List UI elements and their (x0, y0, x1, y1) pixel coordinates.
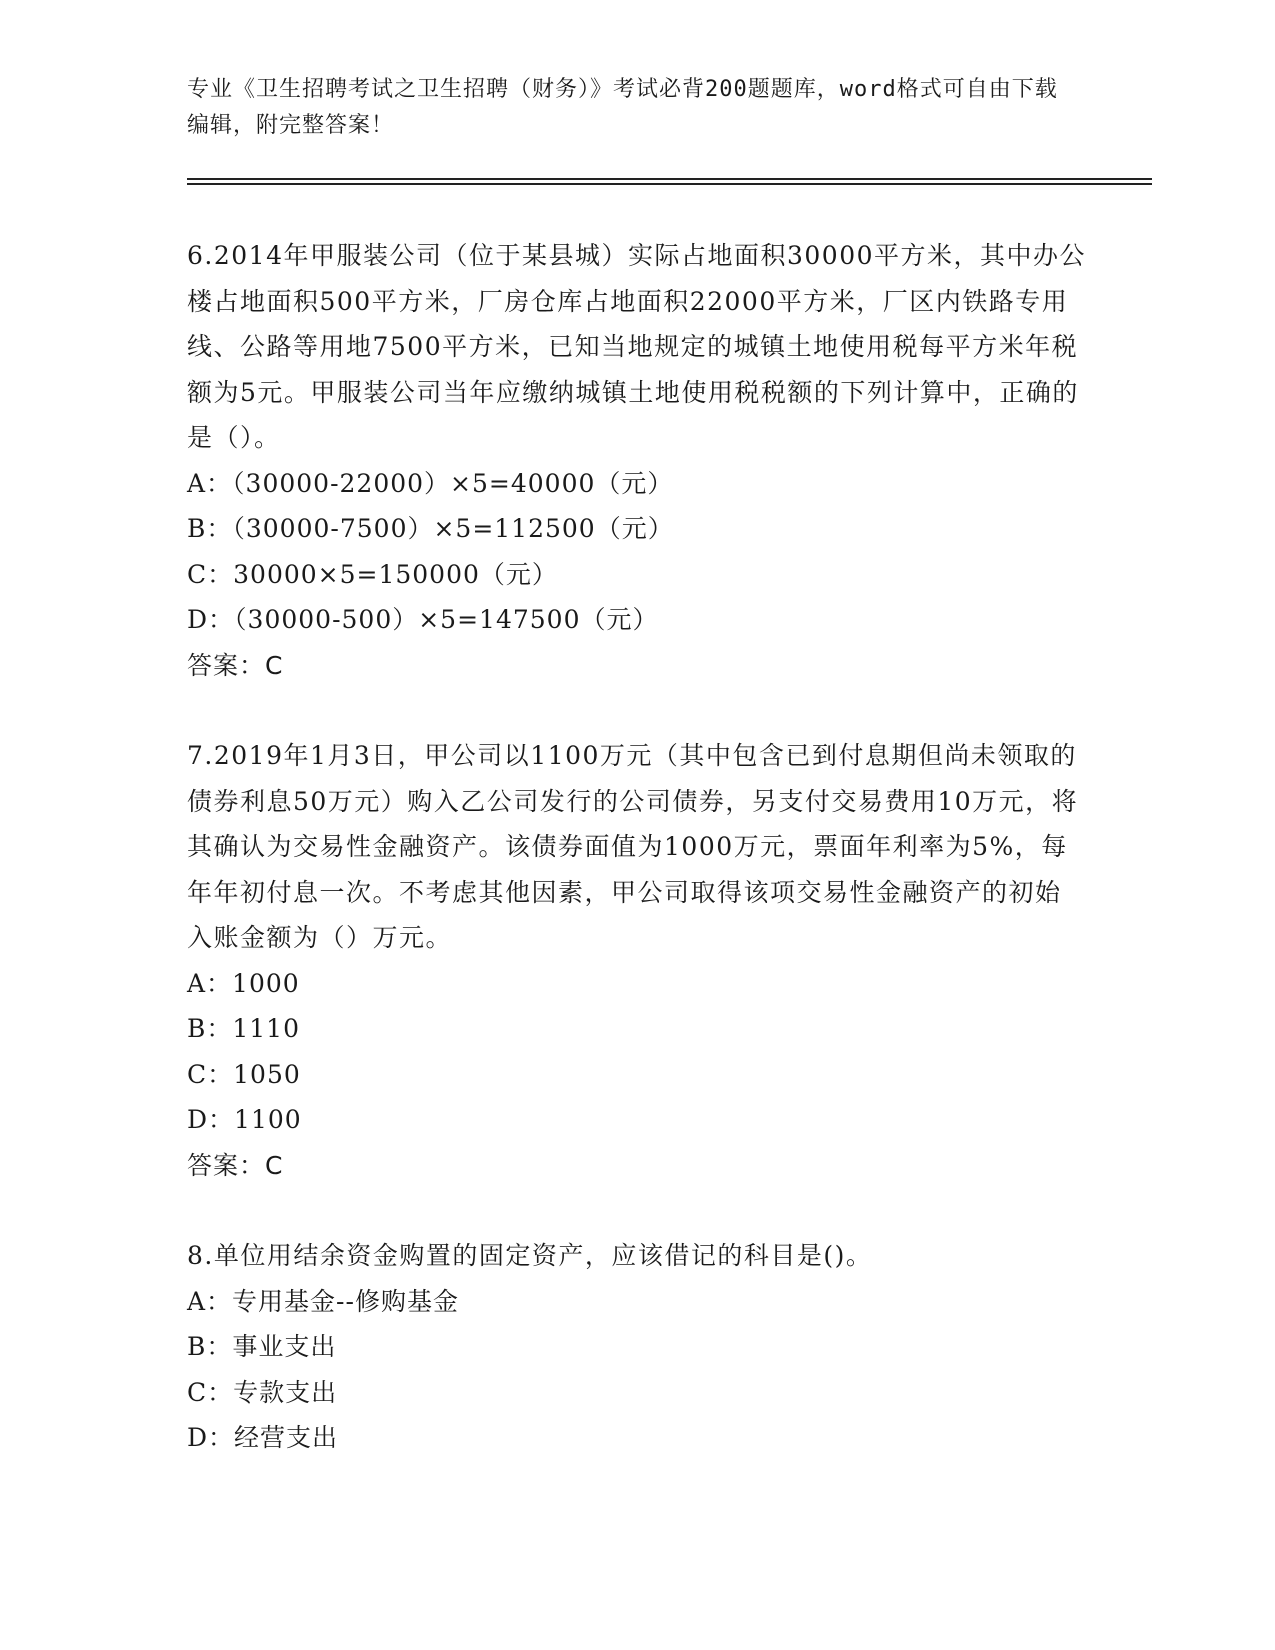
option-b: B：（30000-7500）×5=112500（元） (187, 514, 674, 543)
option-a: A：（30000-22000）×5=40000（元） (187, 468, 674, 498)
option-c: C：1050 (187, 1059, 301, 1089)
question-7 (187, 733, 1087, 1188)
option-b: B：1110 (187, 1014, 300, 1043)
option-a: A：专用基金--修购基金 (187, 1286, 459, 1316)
question-6 (187, 233, 1087, 688)
header-title: 专业《卫生招聘考试之卫生招聘（财务）》考试必背200题题库，word格式可自由下载编辑，附完整答案！ (187, 77, 1058, 138)
answer: 答案：C (187, 650, 284, 680)
option-c: C：30000×5=150000（元） (187, 559, 558, 589)
option-d: D：1100 (187, 1105, 302, 1134)
option-a: A：1000 (187, 968, 300, 998)
document-header (187, 72, 1067, 144)
header-divider-top (187, 178, 1152, 180)
question-8 (187, 1233, 1087, 1461)
question-stem: 6.2014年甲服装公司（位于某县城）实际占地面积30000平方米，其中办公楼占地面积500平方米，厂房仓库占地面积22000平方米，厂区内铁路专用线、公路等用地7500平方米，已知当地规定的城镇土地使用税每平方米年税额为5元。甲服装公司当年应缴纳城镇土地使用税税额的下列计算中，正确的是（）。 (187, 241, 1087, 452)
option-c: C：专款支出 (187, 1377, 338, 1407)
header-divider-bottom (187, 183, 1152, 185)
option-b: B：事业支出 (187, 1332, 337, 1361)
option-d: D：经营支出 (187, 1423, 339, 1452)
option-d: D：（30000-500）×5=147500（元） (187, 605, 659, 634)
question-stem: 7.2019年1月3日，甲公司以1100万元（其中包含已到付息期但尚未领取的债券利息50万元）购入乙公司发行的公司债券，另支付交易费用10万元，将其确认为交易性金融资产。该债券面值为1000万元，票面年利率为5%，每年年初付息一次。不考虑其他因素，甲公司取得该项交易性金融资产的初始入账金额为（）万元。 (187, 741, 1079, 952)
question-stem: 8.单位用结余资金购置的固定资产，应该借记的科目是()。 (187, 1241, 873, 1270)
answer: 答案：C (187, 1150, 284, 1180)
